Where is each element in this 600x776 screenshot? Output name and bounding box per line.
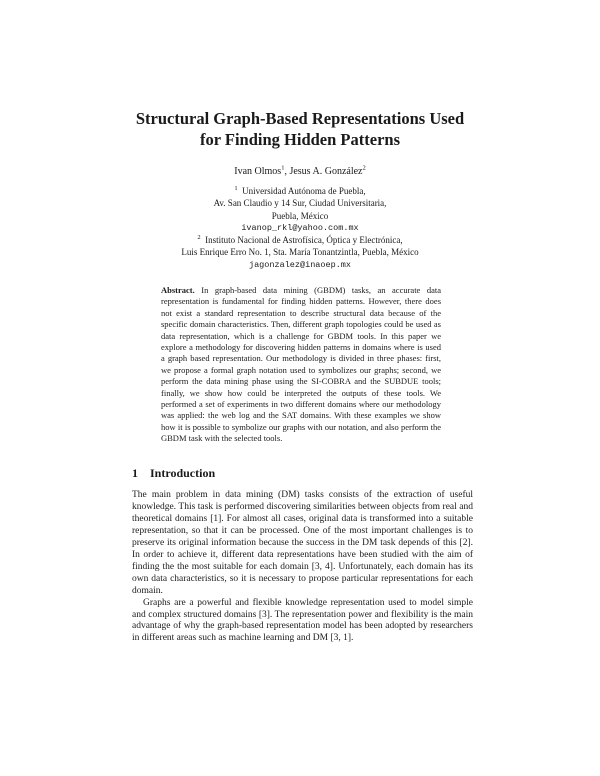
title-line-1: Structural Graph-Based Representations Used [135, 109, 465, 128]
section-heading [132, 466, 472, 480]
affiliation-line: Instituto Nacional de Astrofísica, Óptica y Electrónica, [205, 235, 403, 245]
affiliation-line: Universidad Autónoma de Puebla, [242, 186, 366, 196]
author-name: Jesus A. González [289, 166, 363, 177]
affiliation-2 [80, 234, 520, 271]
section-number: 1 [132, 466, 138, 480]
author-name: Ivan Olmos [234, 166, 282, 177]
affiliation-1 [80, 185, 520, 234]
abstract-text: In graph-based data mining (GBDM) tasks, an accurate data representation is fundamental for finding hidden patterns. However, there does not exist a standard representation to describe structural data because of the specific domain characteristics. Then, different graph topologies could be used as data representation, which is a challenge for GBDM tools. In this paper we explore a methodology for discovering hidden patterns in domains where is used a graph based representation. Our methodology is divided in three phases: first, we propose a formal graph notation used to symbolizes our graphs; second, we perform the data mining phase using the SI-COBRA and the SUBDUE tools; finally, we show how could be interpreted the outputs of these tools. We performed a set of experiments in two different domains where our methodology was applied: the web log and the SAT domains. With these examples we show how it is possible to symbolize our graphs with our notation, and also perform the GBDM task with the selected tools. [161, 285, 441, 444]
body-paragraph: The main problem in data mining (DM) tasks consists of the extraction of useful knowledge. This task is performed discovering similarities between objects from real and theoretical domains [1]. For almost all cases, original data is transformed into a suitable representation, so that it can be processed. One of the most important challenges is to preserve its original information because the success in the DM task depends of this [2]. In order to achieve it, different data representations have been studied with the aim of finding the the most suitable for each domain [3, 4]. Unfortunately, each domain has its own data characteristics, so it is necessary to propose particular representations for each domain. [132, 490, 473, 596]
affiliation-mark: 2 [362, 164, 366, 172]
affiliation-line: Av. San Claudio y 14 Sur, Ciudad Universitaria, [213, 198, 387, 209]
author-email[interactable]: ivanop_rkl@yahoo.com.mx [241, 222, 359, 233]
affiliation-mark: 1 [281, 164, 285, 172]
abstract [161, 285, 441, 445]
author-email[interactable]: jagonzalez@inaoep.mx [248, 259, 352, 270]
author-list [100, 165, 500, 178]
affiliation-mark: 1 [234, 185, 238, 192]
section-title: Introduction [150, 466, 216, 480]
author-separator: , [284, 166, 290, 177]
affiliation-line: Luis Enrique Erro No. 1, Sta. María Tonantzintla, Puebla, México [181, 247, 419, 258]
affiliation-line: Puebla, México [271, 210, 329, 221]
affiliation-mark: 2 [197, 234, 201, 241]
section-body [132, 490, 473, 645]
abstract-label: Abstract. [161, 285, 195, 295]
paper-title [100, 108, 500, 150]
title-line-2: for Finding Hidden Patterns [199, 130, 400, 149]
body-paragraph: Graphs are a powerful and flexible knowledge representation used to model simple and complex structured domains [3]. The representation power and flexibility is the main advantage of why the graph-based representation model has been adopted by researchers in different areas such as machine learning and DM [3, 1]. [132, 597, 473, 644]
